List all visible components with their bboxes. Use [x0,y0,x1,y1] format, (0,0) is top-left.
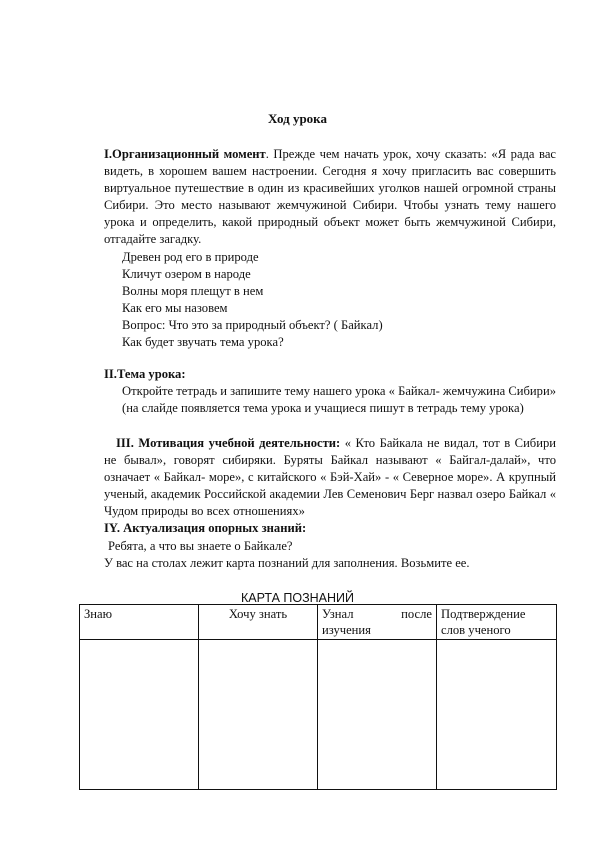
section-topic [104,366,556,383]
section-organizational [104,146,556,248]
table-row [80,640,557,790]
section-actualization [104,520,556,537]
section-actualization-line1 [108,538,556,555]
riddle-line: Как его мы назовем [122,301,228,315]
section-text: . Прежде чем начать урок, хочу сказать: «Я рада вас видеть, в хорошем вашем настроении. Сегодня я хочу пригласить вас совершить виртуальное путешествие в один из красивейших уголков нашей огромной страны Сибири. Это место называют жемчужиной Сибири. Чтобы узнать тему нашего урока и определить, какой природный объект может быть жемчужиной Сибири, отгадайте загадку. [104,147,557,246]
section-heading: III. Мотивация учебной деятельности: [116,436,341,450]
riddle-question: Вопрос: Что это за природный объект? ( Байкал) [122,318,383,332]
section-actualization-line2 [104,555,556,572]
riddle-topic-question: Как будет звучать тема урока? [122,335,284,349]
cell-confirmation[interactable] [437,640,557,790]
riddle-line: Древен род его в природе [122,250,259,264]
section-heading: II.Тема урока: [104,367,186,381]
riddle-line: Кличут озером в народе [122,267,251,281]
cell-want-to-know[interactable] [199,640,318,790]
section-heading: I.Организационный момент [104,147,266,161]
table-header-row [80,605,557,640]
riddle [122,249,552,351]
column-want-to-know: Хочу знать [199,605,318,640]
section-text: Ребята, а что вы знаете о Байкале? [108,539,293,553]
column-confirmation: Подтверждение слов ученого [437,605,557,640]
column-know: Знаю [80,605,199,640]
section-motivation [104,435,556,520]
riddle-line: Волны моря плещут в нем [122,284,264,298]
page-title: Ход урока [268,111,327,126]
section-heading: IY. Актуализация опорных знаний: [104,521,307,535]
section-topic-text [122,383,556,417]
section-text: Откройте тетрадь и запишите тему нашего урока « Байкал- жемчужина Сибири» (на слайде появляется тема урока и учащиеся пишут в тетрадь тему урока) [122,384,557,415]
column-learned: Узнал после изучения [318,605,437,640]
section-text: « Кто Байкала не видал, тот в Сибири не бывал», говорят сибиряки. Буряты Байкал называют « Байгал-далай», что означает « Байкал- море», с китайского « Бэй-Хай» - « Северное море». А крупный ученый, академик Российской академии Лев Семенович Берг назвал озеро Байкал « Чудом природы во всех отношениях» [104,436,556,518]
cell-learned[interactable] [318,640,437,790]
section-text: У вас на столах лежит карта познаний для заполнения. Возьмите ее. [104,556,470,570]
cell-know[interactable] [80,640,199,790]
card-title: КАРТА ПОЗНАНИЙ [240,591,355,605]
knowledge-card-table [79,604,557,790]
